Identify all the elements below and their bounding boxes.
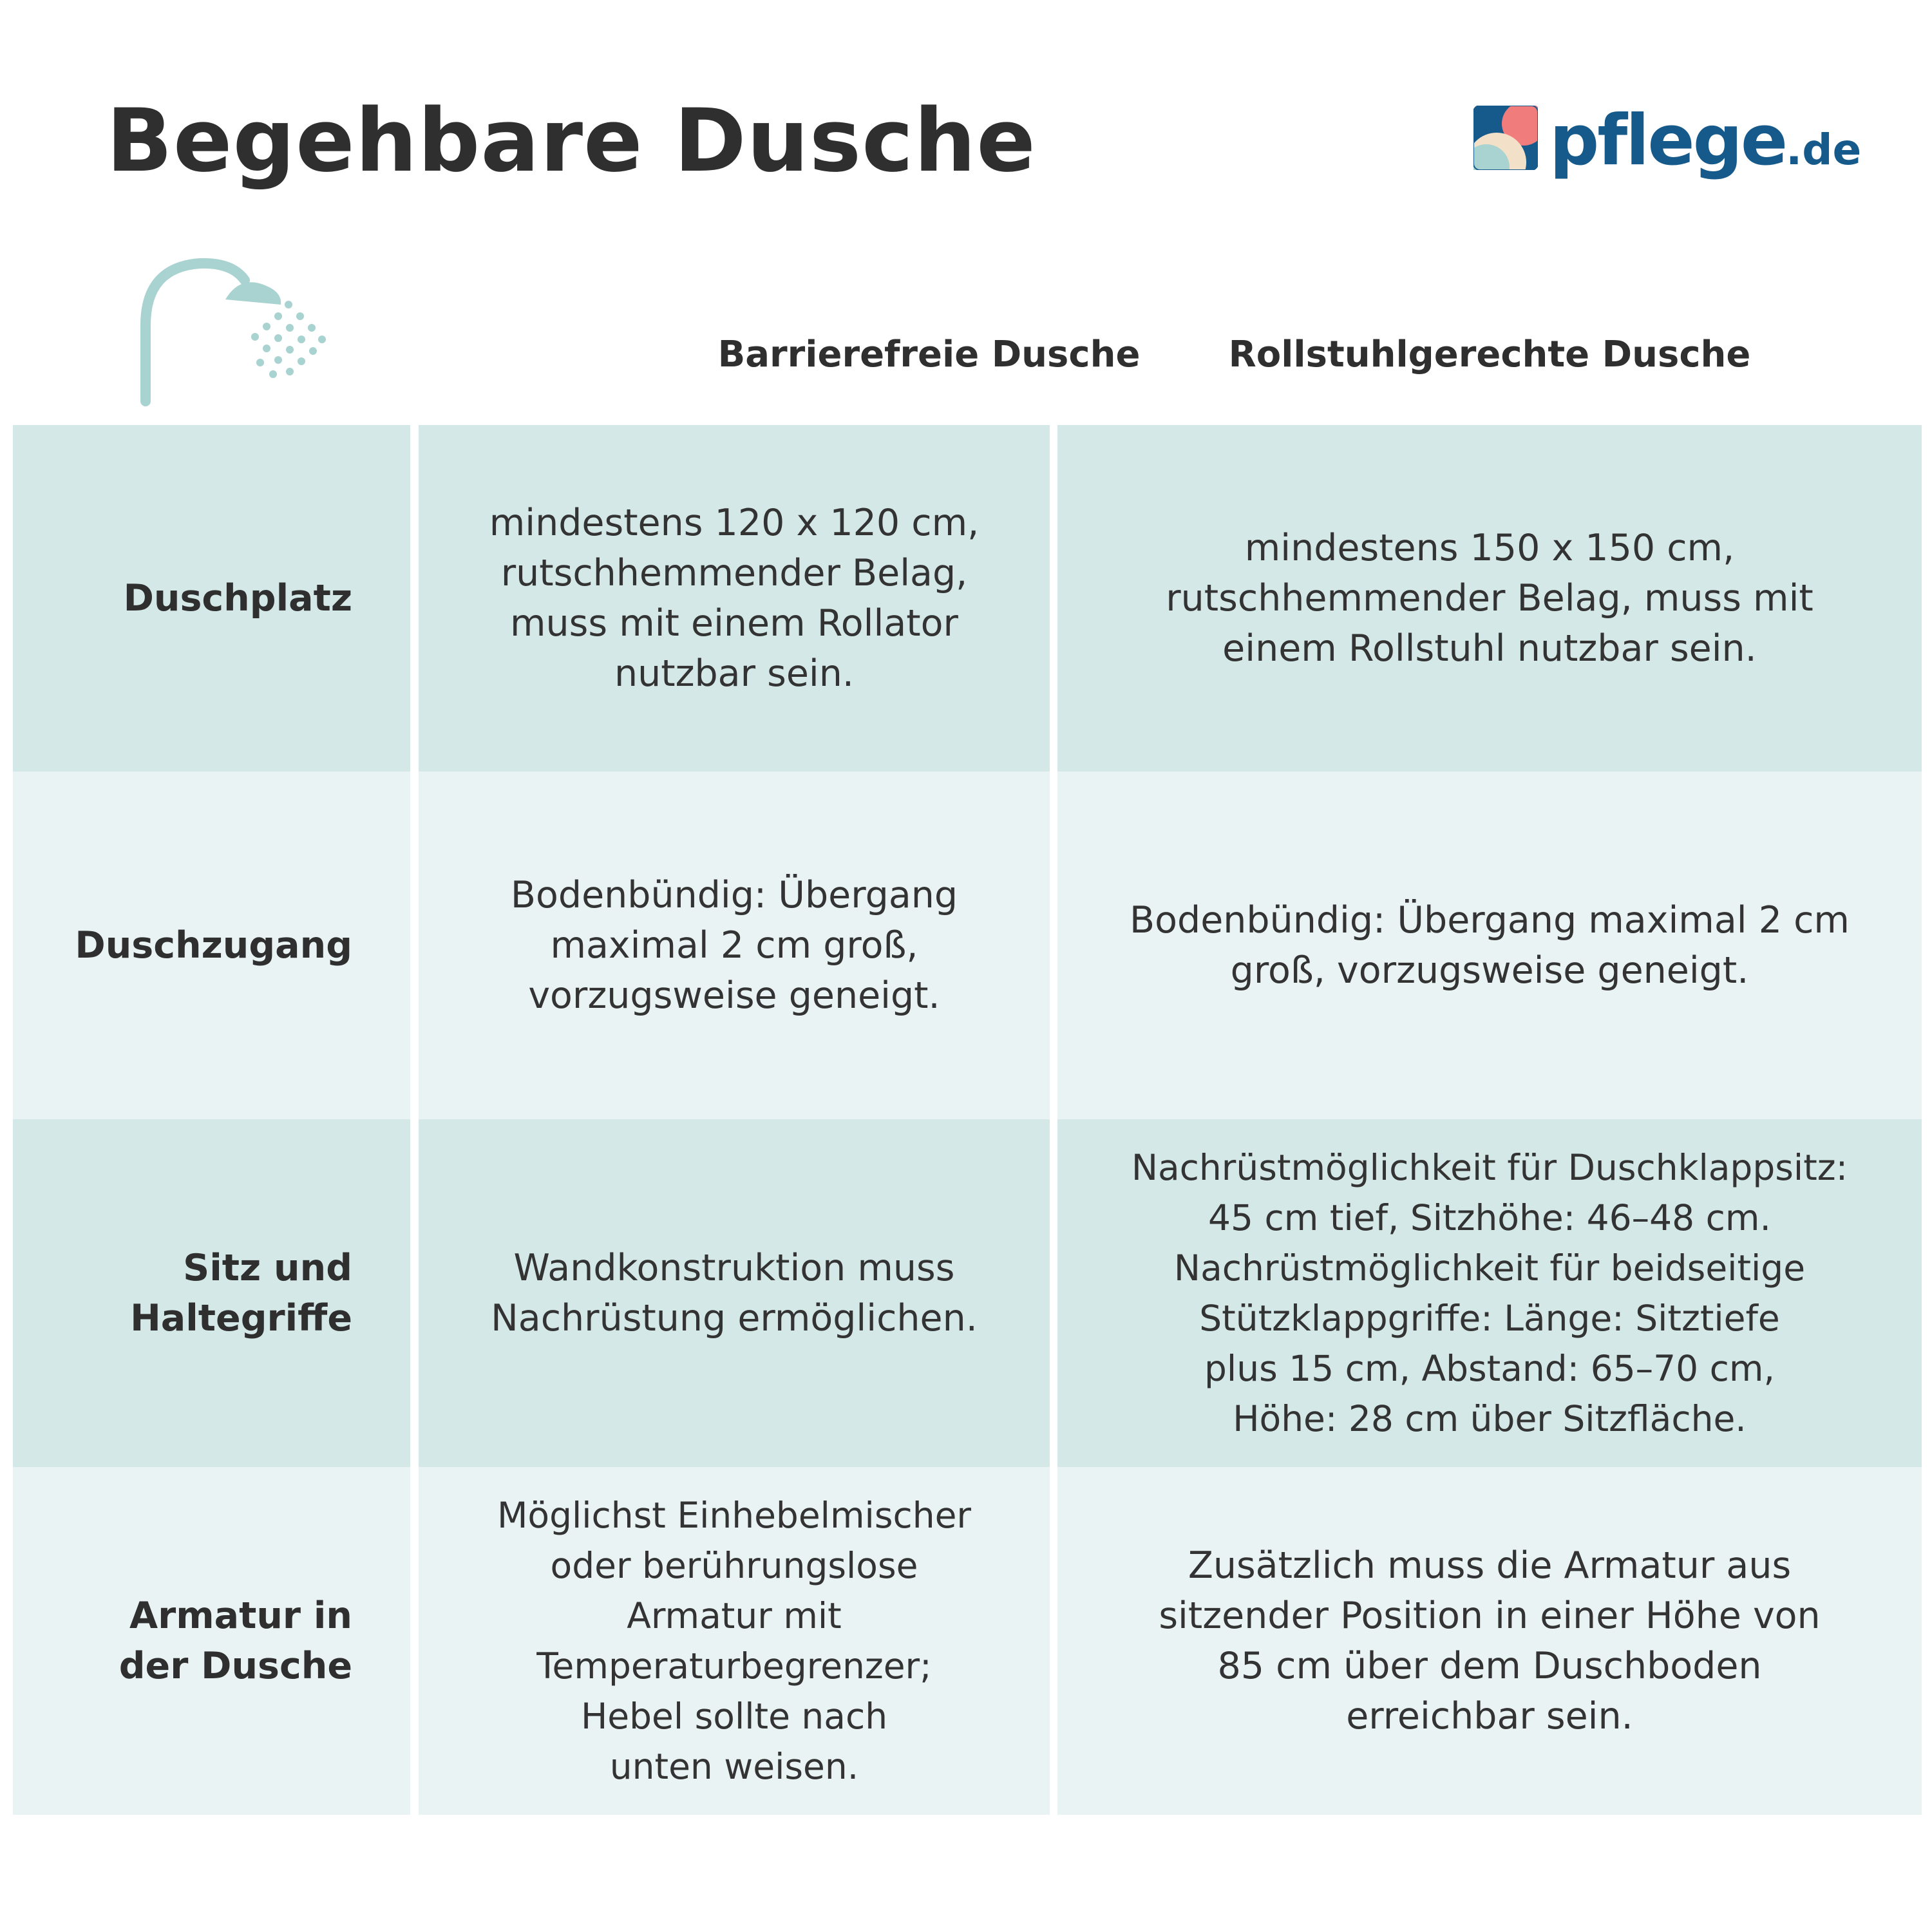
- row-label-sitz-haltegriffe: Sitz und Haltegriffe: [13, 1119, 410, 1467]
- row-label-duschzugang: Duschzugang: [13, 772, 410, 1119]
- cell-sitz-rollstuhl: Nachrüstmöglichkeit für Duschklappsitz: 45 cm tief, Sitzhöhe: 46–48 cm. Nachrüstmöglichkeit für beidseitige Stützklappgriffe: Länge: Sitztiefe plus 15 cm, Abstand: 65–70 cm, Höhe: 28 cm über Sitzfläche.: [1057, 1119, 1922, 1467]
- row-label-armatur: Armatur in der Dusche: [13, 1467, 410, 1815]
- pflege-logo[interactable]: [1473, 97, 1862, 187]
- logo-wordmark: [1549, 100, 1861, 181]
- row-label-duschplatz: Duschplatz: [13, 425, 410, 772]
- column-header-rollstuhl: Rollstuhlgerechte Dusche: [1228, 333, 1751, 375]
- cell-duschzugang-barrierefrei: Bodenbündig: Übergang maximal 2 cm groß, vorzugsweise geneigt.: [419, 772, 1050, 1119]
- column-header-barrierefrei: Barrierefreie Dusche: [717, 333, 1141, 375]
- cell-armatur-barrierefrei: Möglichst Einhebelmischer oder berührungslose Armatur mit Temperaturbegrenzer; Hebel sollte nach unten weisen.: [419, 1467, 1050, 1815]
- page-title: Begehbare Dusche: [106, 90, 1036, 191]
- cell-sitz-barrierefrei: Wandkonstruktion muss Nachrüstung ermöglichen.: [419, 1119, 1050, 1467]
- shower-icon: [129, 254, 328, 409]
- cell-duschplatz-barrierefrei: mindestens 120 x 120 cm, rutschhemmender Belag, muss mit einem Rollator nutzbar sein.: [419, 425, 1050, 772]
- cell-duschplatz-rollstuhl: mindestens 150 x 150 cm, rutschhemmender Belag, muss mit einem Rollstuhl nutzbar sein.: [1057, 425, 1922, 772]
- cell-armatur-rollstuhl: Zusätzlich muss die Armatur aus sitzender Position in einer Höhe von 85 cm über dem Duschboden erreichbar sein.: [1057, 1467, 1922, 1815]
- logo-name: pflege: [1549, 100, 1786, 181]
- cell-duschzugang-rollstuhl: Bodenbündig: Übergang maximal 2 cm groß, vorzugsweise geneigt.: [1057, 772, 1922, 1119]
- logo-tld: .de: [1786, 125, 1862, 175]
- pflege-logo-icon: [1473, 106, 1538, 170]
